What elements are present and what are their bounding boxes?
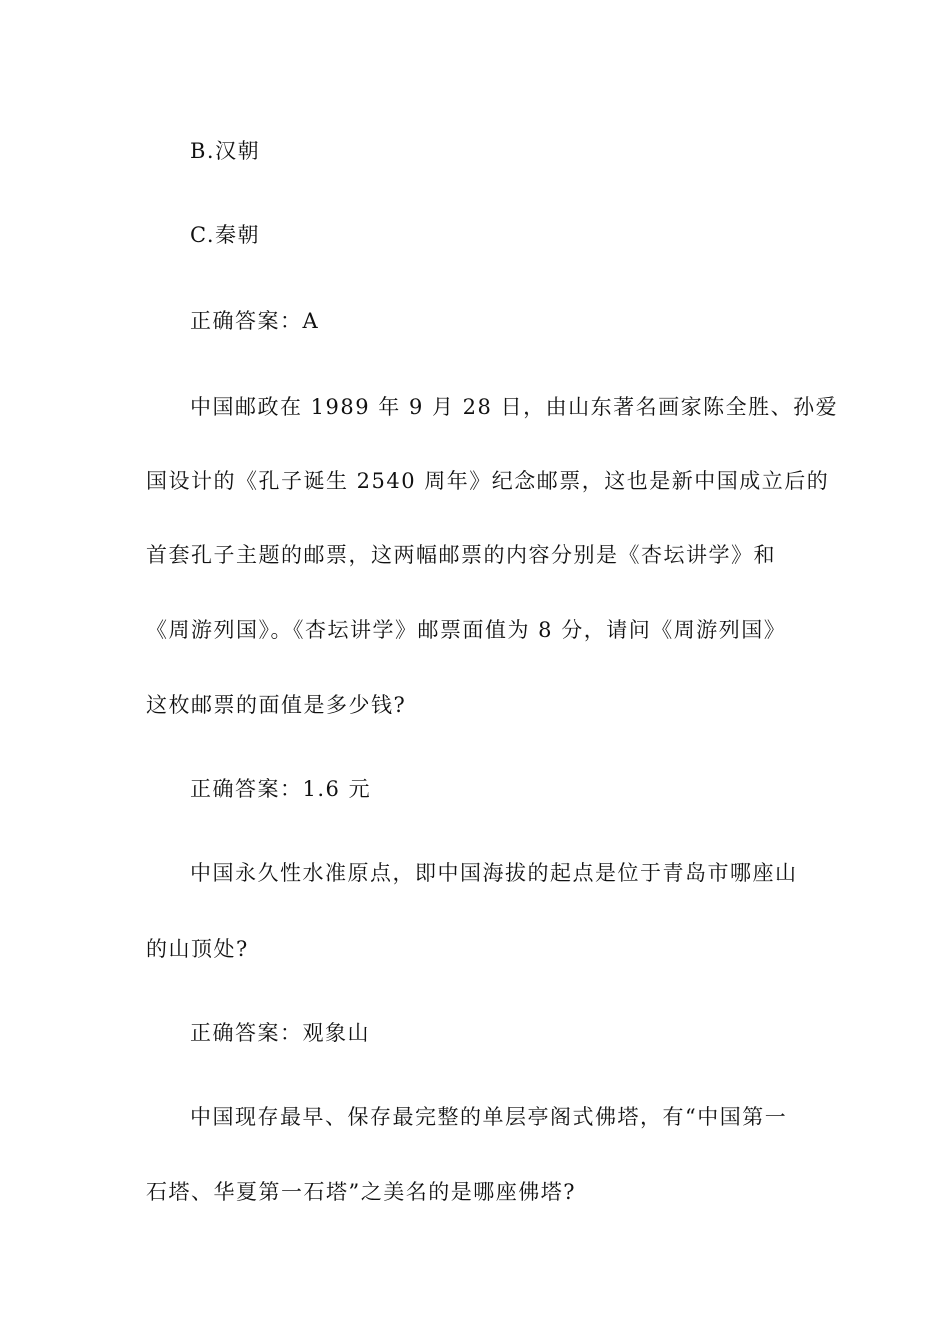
question-2-line-4: 《周游列国》。《杏坛讲学》邮票面值为 8 分，请问《周游列国》 bbox=[146, 618, 787, 642]
question-2-line-3: 首套孔子主题的邮票，这两幅邮票的内容分别是《杏坛讲学》和 bbox=[146, 543, 776, 567]
question-4-line-1: 中国现存最早、保存最完整的单层亭阁式佛塔，有“中国第一 bbox=[190, 1105, 788, 1129]
question-2-line-5: 这枚邮票的面值是多少钱? bbox=[146, 693, 407, 717]
answer-1: 正确答案：A bbox=[190, 309, 320, 333]
question-4-line-2: 石塔、华夏第一石塔”之美名的是哪座佛塔? bbox=[146, 1180, 576, 1204]
option-c: C.秦朝 bbox=[190, 223, 260, 247]
answer-2: 正确答案：1.6 元 bbox=[190, 777, 372, 801]
question-2-line-2: 国设计的《孔子诞生 2540 周年》纪念邮票，这也是新中国成立后的 bbox=[146, 469, 830, 493]
option-b: B.汉朝 bbox=[190, 139, 261, 163]
question-2-line-1: 中国邮政在 1989 年 9 月 28 日，由山东著名画家陈全胜、孙爱 bbox=[190, 395, 839, 419]
question-3-line-1: 中国永久性水准原点，即中国海拔的起点是位于青岛市哪座山 bbox=[190, 861, 798, 885]
question-3-line-2: 的山顶处? bbox=[146, 937, 249, 961]
answer-3: 正确答案：观象山 bbox=[190, 1021, 370, 1045]
